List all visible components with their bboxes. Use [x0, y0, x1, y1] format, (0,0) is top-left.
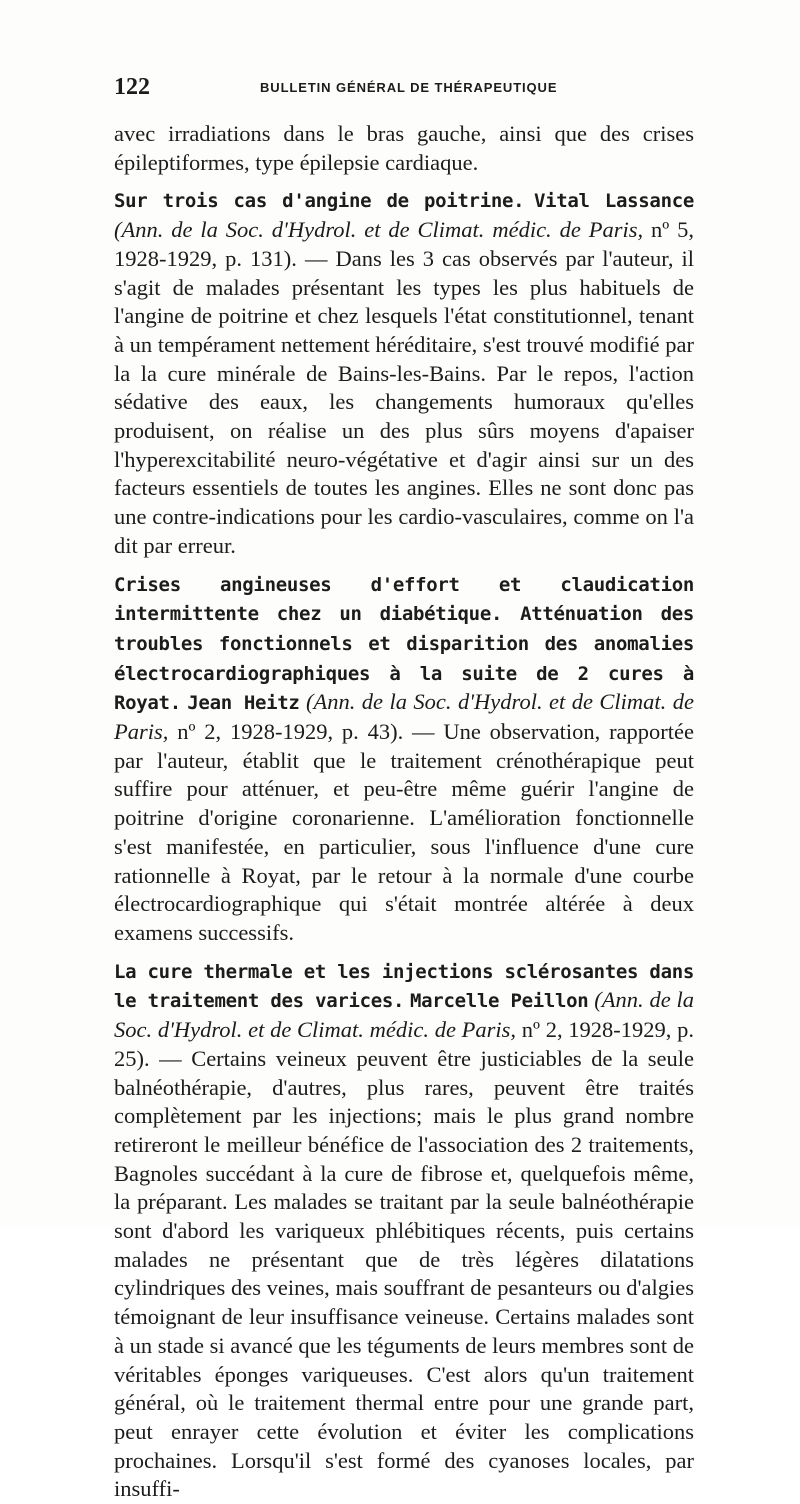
article-entry	[114, 186, 694, 560]
running-head	[114, 72, 694, 102]
article-title: La cure thermale et les injections sclérosantes dans le traitement des varices.	[114, 960, 694, 1013]
article-reference-journal: (Ann. de la Soc. d'Hydrol. et de Climat. de Paris,	[114, 689, 694, 745]
article-reference-journal: (Ann. de la Soc. d'Hydrol. et de Climat. médic. de Paris,	[114, 987, 695, 1043]
article-entry	[114, 957, 694, 1504]
article-author: Vital Lassance	[533, 190, 694, 213]
article-reference-journal: (Ann. de la Soc. d'Hydrol. et de Climat. médic. de Paris,	[114, 217, 644, 243]
intro-text: avec irradiations dans le bras gauche, ainsi que des crises épileptiformes, type épilepsie cardiaque.	[114, 121, 694, 175]
article-author: Marcelle Peillon	[410, 990, 589, 1013]
journal-title: BULLETIN GÉNÉRAL DE THÉRAPEUTIQUE	[260, 80, 558, 95]
article-title: Crises angineuses d'effort et claudication intermittente chez un diabétique. Atténuation des troubles fonctionnels et disparition des anomalies électrocardiographiques à la suite de 2 cures à Royat.	[114, 573, 694, 715]
article-author: Jean Heitz	[187, 692, 300, 715]
article-entry	[114, 570, 694, 948]
article-reference-issue: nº 2, 1928-1929, p. 25).	[114, 1017, 694, 1071]
article-title: Sur trois cas d'angine de poitrine.	[114, 190, 525, 213]
body-text	[114, 120, 694, 1504]
article-reference-issue: nº 5, 1928-1929, p. 131).	[114, 217, 694, 271]
intro-paragraph	[114, 120, 694, 177]
article-abstract: — Dans les 3 cas observés par l'auteur, il s'agit de malades présentant les types les plus habituels de l'angine de poitrine et chez lesquels l'état constitutionnel, tenant à un tempérament nettement héréditaire, s'est trouvé modifié par la la cure minérale de Bains-les-Bains. Par le repos, l'action sédative des eaux, les changements humoraux qu'elles produisent, on réalise un des plus sûrs moyens d'apaiser l'hyperexcitabilité neuro-végétative et d'agir ainsi sur un des facteurs essentiels de toutes les angines. Elles ne sont donc pas une contre-indications pour les cardio-vasculaires, comme on l'a dit par erreur.	[114, 245, 695, 558]
article-reference-issue: nº 2, 1928-1929, p. 43).	[177, 719, 404, 745]
article-abstract: — Certains veineux peuvent être justiciables de la seule balnéothérapie, d'autres, plus rares, peuvent être traités complètement par les injections; mais le plus grand nombre retireront le meilleur bénéfice de l'association des 2 traitements, Bagnoles succédant à la cure de fibrose et, quelquefois même, la préparant. Les malades se traitant par la seule balnéothérapie sont d'abord les variqueux phlébitiques récents, puis certains malades ne présentant que de très légères dilatations cylindriques des veines, mais souffrant de pesanteurs ou d'algies témoignant de leur insuffisance veineuse. Certains malades sont à un stade si avancé que les téguments de leurs membres sont de véritables éponges variqueuses. C'est alors qu'un traitement général, où le traitement thermal entre pour une grande part, peut enrayer cette évolution et éviter les complications prochaines. Lorsqu'il s'est formé des cyanoses locales, par insuffi-	[114, 1045, 694, 1502]
article-abstract: — Une observation, rapportée par l'auteur, établit que le traitement crénothérapique peut suffire pour atténuer, et peu-être même guérir l'angine de poitrine d'origine coronarienne. L'amélioration fonctionnelle s'est manifestée, en particulier, sous l'influence d'une cure rationnelle à Royat, par le retour à la normale d'une courbe électrocardiographique qui s'était montrée altérée à deux examens successifs.	[114, 719, 695, 945]
page-number: 122	[114, 74, 150, 100]
